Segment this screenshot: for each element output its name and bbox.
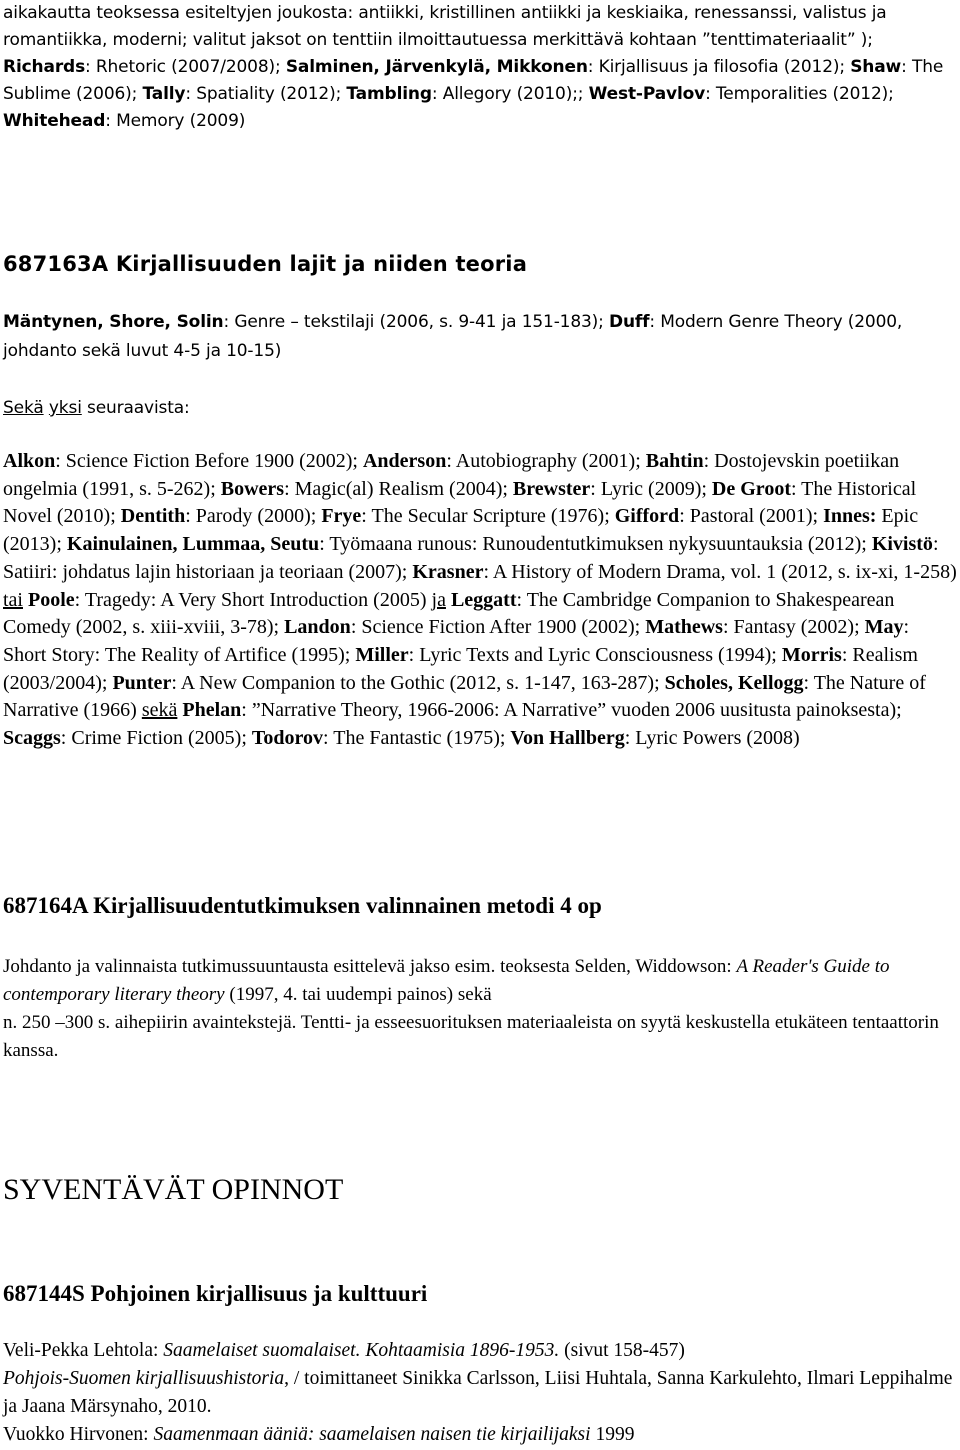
text: : Lyric Texts and Lyric Consciousness (1994);	[408, 643, 782, 666]
text: : Allegory (2010);;	[431, 84, 589, 104]
underlined-word: yksi	[48, 398, 82, 418]
author: Richards	[3, 57, 86, 77]
author: Miller	[355, 643, 409, 666]
text: aikakautta teoksessa esiteltyjen joukosta: antiikki, kristillinen antiikki ja keskiaika, renessanssi, valistus ja romantiikka, moderni; valitut jaksot on tenttiin ilmoittautuessa merkittävä kohtaan ”tenttimateriaalit” );	[3, 3, 887, 50]
method-course-description	[3, 953, 955, 1065]
text: : The Cambridge Companion to Shakespearean Comedy (2002, s. xiii-xviii, 3-78);	[3, 588, 895, 639]
underlined-word: sekä	[141, 699, 178, 722]
text: : The Fantastic (1975);	[323, 727, 511, 750]
course-heading-687164a: 687164A Kirjallisuudentutkimuksen valinnainen metodi 4 op	[3, 893, 602, 918]
text: : Kirjallisuus ja filosofia (2012);	[587, 57, 851, 77]
text: : The Nature of Narrative (1966)	[3, 671, 926, 722]
underlined-word: Sekä	[3, 398, 44, 418]
optional-readings-list	[3, 448, 957, 753]
author: Scaggs	[3, 727, 61, 750]
text: : The Sublime (2006);	[3, 57, 944, 104]
text: : Työmaana runous: Runoudentutkimuksen nykysuuntauksia (2012);	[319, 533, 872, 556]
text: : Fantasy (2002);	[722, 616, 865, 639]
text: : Magic(al) Realism (2004);	[284, 477, 513, 500]
book-title: Saamenmaan ääniä: saamelaisen naisen tie kirjailijaksi	[153, 1424, 591, 1445]
text: 1999	[590, 1424, 635, 1445]
author: Mathews	[645, 616, 723, 639]
author: May	[864, 616, 904, 639]
text: : Spatiality (2012);	[185, 84, 347, 104]
choice-instruction	[3, 394, 190, 423]
author: Krasner	[412, 560, 484, 583]
author: Mäntynen, Shore, Solin	[3, 312, 224, 332]
author: Frye	[321, 505, 362, 528]
text: : Temporalities (2012);	[705, 84, 894, 104]
book-title: A Reader's Guide to contemporary literary theory	[3, 956, 890, 1005]
reading-item	[3, 1337, 955, 1365]
text: : Realism (2003/2004);	[3, 643, 918, 694]
text: : ”Narrative Theory, 1966-2006: A Narrative” vuoden 2006 uusitusta painoksesta);	[241, 699, 902, 722]
author: Anderson	[362, 450, 447, 472]
text: (sivut 158-457)	[559, 1340, 685, 1361]
author: Dentith	[120, 505, 186, 528]
reading-list-continuation	[3, 0, 955, 135]
author: Kivistö	[871, 533, 933, 556]
book-title: Saamelaiset suomalaiset. Kohtaamisia 1896-1953.	[163, 1340, 560, 1361]
author: Gifford	[614, 505, 680, 528]
author: Innes:	[823, 505, 877, 528]
required-readings	[3, 308, 955, 366]
author: Salminen, Järvenkylä, Mikkonen	[285, 57, 588, 77]
text: Epic (2013);	[3, 505, 919, 556]
text: : Tragedy: A Very Short Introduction (2005)	[74, 588, 432, 611]
author: Bahtin	[645, 450, 704, 472]
text: : The Secular Scripture (1976);	[361, 505, 615, 528]
author: Whitehead	[3, 111, 106, 131]
text: : Genre – tekstilaji (2006, s. 9-41 ja 151-183);	[223, 312, 609, 332]
author: Alkon	[3, 450, 56, 472]
reading-item	[3, 1421, 955, 1449]
text: n. 250 –300 s. aihepiirin avaintekstejä. Tentti- ja esseesuorituksen materiaaleista on syytä keskustella etukäteen tentaattorin kanssa.	[3, 1012, 939, 1061]
author: Leggatt	[450, 588, 517, 611]
course-heading-687144s: 687144S Pohjoinen kirjallisuus ja kulttuuri	[3, 1281, 428, 1306]
underlined-word: tai	[3, 588, 23, 611]
text: Johdanto ja valinnaista tutkimussuuntausta esittelevä jakso esim. teoksesta Selden, Widdowson:	[3, 956, 737, 977]
northern-literature-readings	[3, 1337, 955, 1449]
author: Veli-Pekka Lehtola:	[3, 1340, 164, 1361]
text: : Modern Genre Theory (2000, johdanto sekä luvut 4-5 ja 10-15)	[3, 312, 903, 361]
text: : Autobiography (2001);	[446, 450, 646, 472]
section-title: SYVENTÄVÄT OPINNOT	[3, 1173, 344, 1206]
text: seuraavista:	[81, 398, 190, 418]
text: : Satiiri: johdatus lajin historiaan ja teoriaan (2007);	[3, 533, 939, 583]
text: : Parody (2000);	[185, 505, 322, 528]
author: Poole	[28, 588, 75, 611]
reading-item	[3, 1365, 955, 1421]
text: : Rhetoric (2007/2008);	[85, 57, 286, 77]
underlined-word: ja	[431, 588, 446, 611]
author: Shaw	[850, 57, 902, 77]
author: Tambling	[346, 84, 432, 104]
author: Todorov	[251, 727, 324, 750]
text: : A New Companion to the Gothic (2012, s. 1-147, 163-287);	[171, 671, 665, 694]
text: : The Historical Novel (2010);	[3, 477, 917, 528]
book-title: Pohjois-Suomen kirjallisuushistoria	[3, 1368, 285, 1389]
text: : Lyric Powers (2008)	[624, 727, 800, 750]
author: Tally	[142, 84, 186, 104]
author: Landon	[284, 616, 351, 639]
author: West-Pavlov	[588, 84, 706, 104]
text: : Lyric (2009);	[590, 477, 712, 500]
text: : Science Fiction After 1900 (2002);	[350, 616, 646, 639]
text: : Dostojevskin poetiikan ongelmia (1991, s. 5-262);	[3, 450, 900, 500]
course-heading-687163a: 687163A Kirjallisuuden lajit ja niiden teoria	[3, 252, 528, 276]
text: , / toimittaneet Sinikka Carlsson, Liisi Huhtala, Sanna Karkulehto, Ilmari Leppihalme ja Jaana Märsynaho, 2010.	[3, 1368, 953, 1417]
author: Morris	[781, 643, 842, 666]
text: : A History of Modern Drama, vol. 1 (2012, s. ix-xi, 1-258)	[483, 560, 957, 583]
text: : Crime Fiction (2005);	[60, 727, 252, 750]
author: Phelan	[182, 699, 242, 722]
author: Punter	[112, 671, 172, 694]
text: (1997, 4. tai uudempi painos) sekä	[224, 984, 492, 1005]
author: Scholes, Kellogg	[664, 671, 804, 694]
author: Kainulainen, Lummaa, Seutu	[66, 533, 320, 556]
text: : Pastoral (2001);	[679, 505, 824, 528]
author: Bowers	[220, 477, 285, 500]
text: : Memory (2009)	[105, 111, 246, 131]
text: : Short Story: The Reality of Artifice (1995);	[3, 616, 910, 666]
text: : Science Fiction Before 1900 (2002);	[55, 450, 363, 472]
author: Vuokko Hirvonen:	[3, 1424, 154, 1445]
author: De Groot	[711, 477, 791, 500]
author: Von Hallberg	[510, 727, 625, 750]
author: Brewster	[512, 477, 591, 500]
author: Duff	[608, 312, 650, 332]
